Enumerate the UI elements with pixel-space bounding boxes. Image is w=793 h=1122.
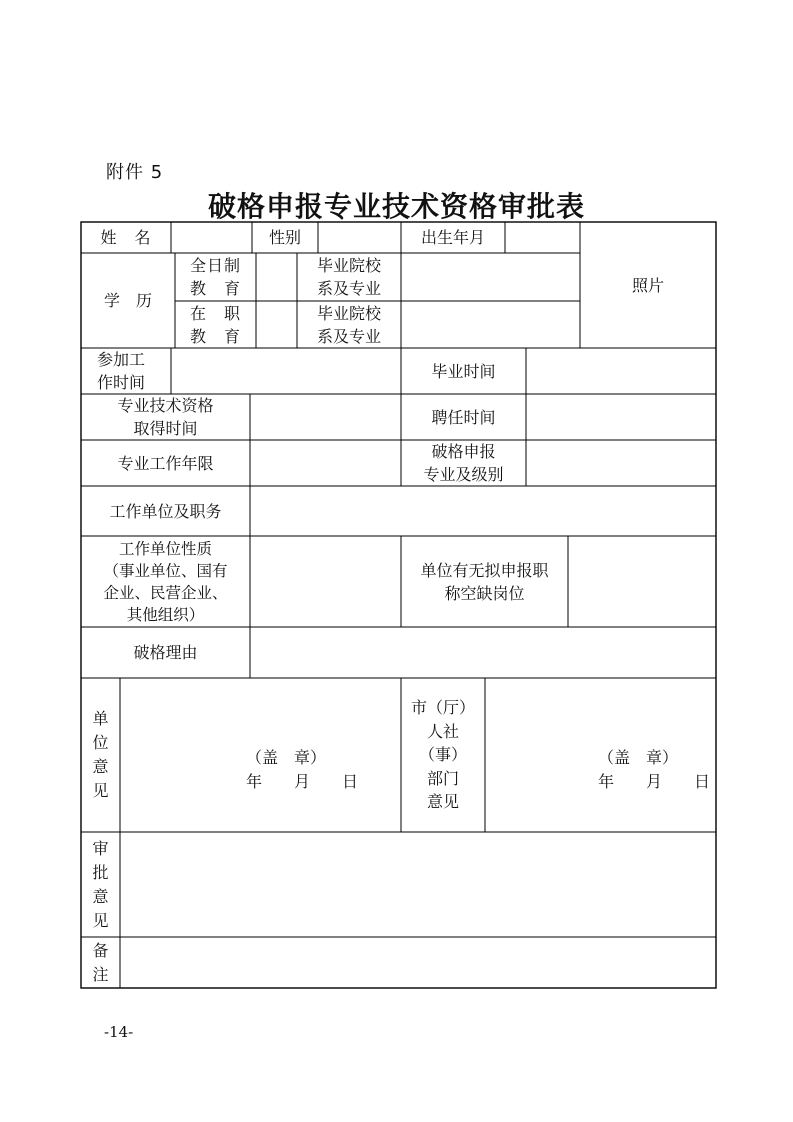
gender-label: 性别 [268, 228, 301, 247]
employer-nature-field[interactable] [250, 536, 401, 627]
education-label: 学 历 [103, 291, 152, 310]
work-years-field[interactable] [250, 440, 401, 486]
inservice-school-field[interactable] [401, 301, 580, 348]
birth-field[interactable] [505, 222, 580, 253]
reason-label: 破格理由 [133, 643, 198, 662]
fulltime-edu-field[interactable] [256, 253, 297, 301]
approval-label: 审 批 意 见 [92, 838, 109, 930]
photo-box[interactable]: 照片 [631, 275, 664, 295]
remarks-field[interactable] [120, 937, 716, 988]
vacancy-label: 单位有无拟申报职 称空缺岗位 [420, 560, 549, 603]
grad-time-field[interactable] [526, 348, 716, 394]
work-years-label: 专业工作年限 [117, 453, 214, 473]
breakthrough-major-field[interactable] [526, 440, 716, 486]
city-seal-date: （盖 章） 年 月 日 [598, 748, 711, 791]
hire-time-field[interactable] [526, 394, 716, 440]
inservice-edu-label: 在 职 教 育 [189, 303, 241, 346]
grad-time-label: 毕业时间 [431, 361, 496, 381]
hire-time-label: 聘任时间 [431, 407, 496, 427]
qual-time-field[interactable] [250, 394, 401, 440]
inservice-edu-field[interactable] [256, 301, 297, 348]
reason-field[interactable] [250, 627, 716, 678]
employer-position-field[interactable] [250, 486, 716, 536]
breakthrough-major-label: 破格申报 专业及级别 [423, 442, 504, 484]
work-start-field[interactable] [171, 348, 401, 394]
inservice-school-label: 毕业院校 系及专业 [316, 303, 381, 346]
work-start-label: 参加工 作时间 [97, 350, 146, 392]
fulltime-school-field[interactable] [401, 253, 580, 301]
fulltime-school-label: 毕业院校 系及专业 [316, 256, 381, 298]
vacancy-field[interactable] [568, 536, 716, 627]
gender-field[interactable] [318, 222, 401, 253]
form-title: 破格申报专业技术资格审批表 [207, 190, 585, 223]
name-label: 姓 名 [100, 228, 152, 247]
city-opinion-label: 市（厅） 人社 （事） 部门 意见 [410, 698, 475, 812]
annex-label: 附件 5 [106, 162, 164, 183]
page-number: -14- [104, 1023, 134, 1041]
qual-time-label: 专业技术资格 取得时间 [117, 396, 214, 438]
unit-opinion-label: 单 位 意 见 [92, 709, 109, 800]
employer-position-label: 工作单位及职务 [109, 501, 222, 521]
remarks-label: 备 注 [92, 940, 109, 984]
approval-field[interactable] [120, 832, 716, 937]
birth-label: 出生年月 [420, 228, 485, 247]
employer-nature-label: 工作单位性质 （事业单位、国有 企业、民营企业、 其他组织） [103, 539, 228, 624]
unit-seal-date: （盖 章） 年 月 日 [246, 748, 359, 791]
name-field[interactable] [171, 222, 252, 253]
fulltime-edu-label: 全日制 教 育 [189, 256, 241, 298]
